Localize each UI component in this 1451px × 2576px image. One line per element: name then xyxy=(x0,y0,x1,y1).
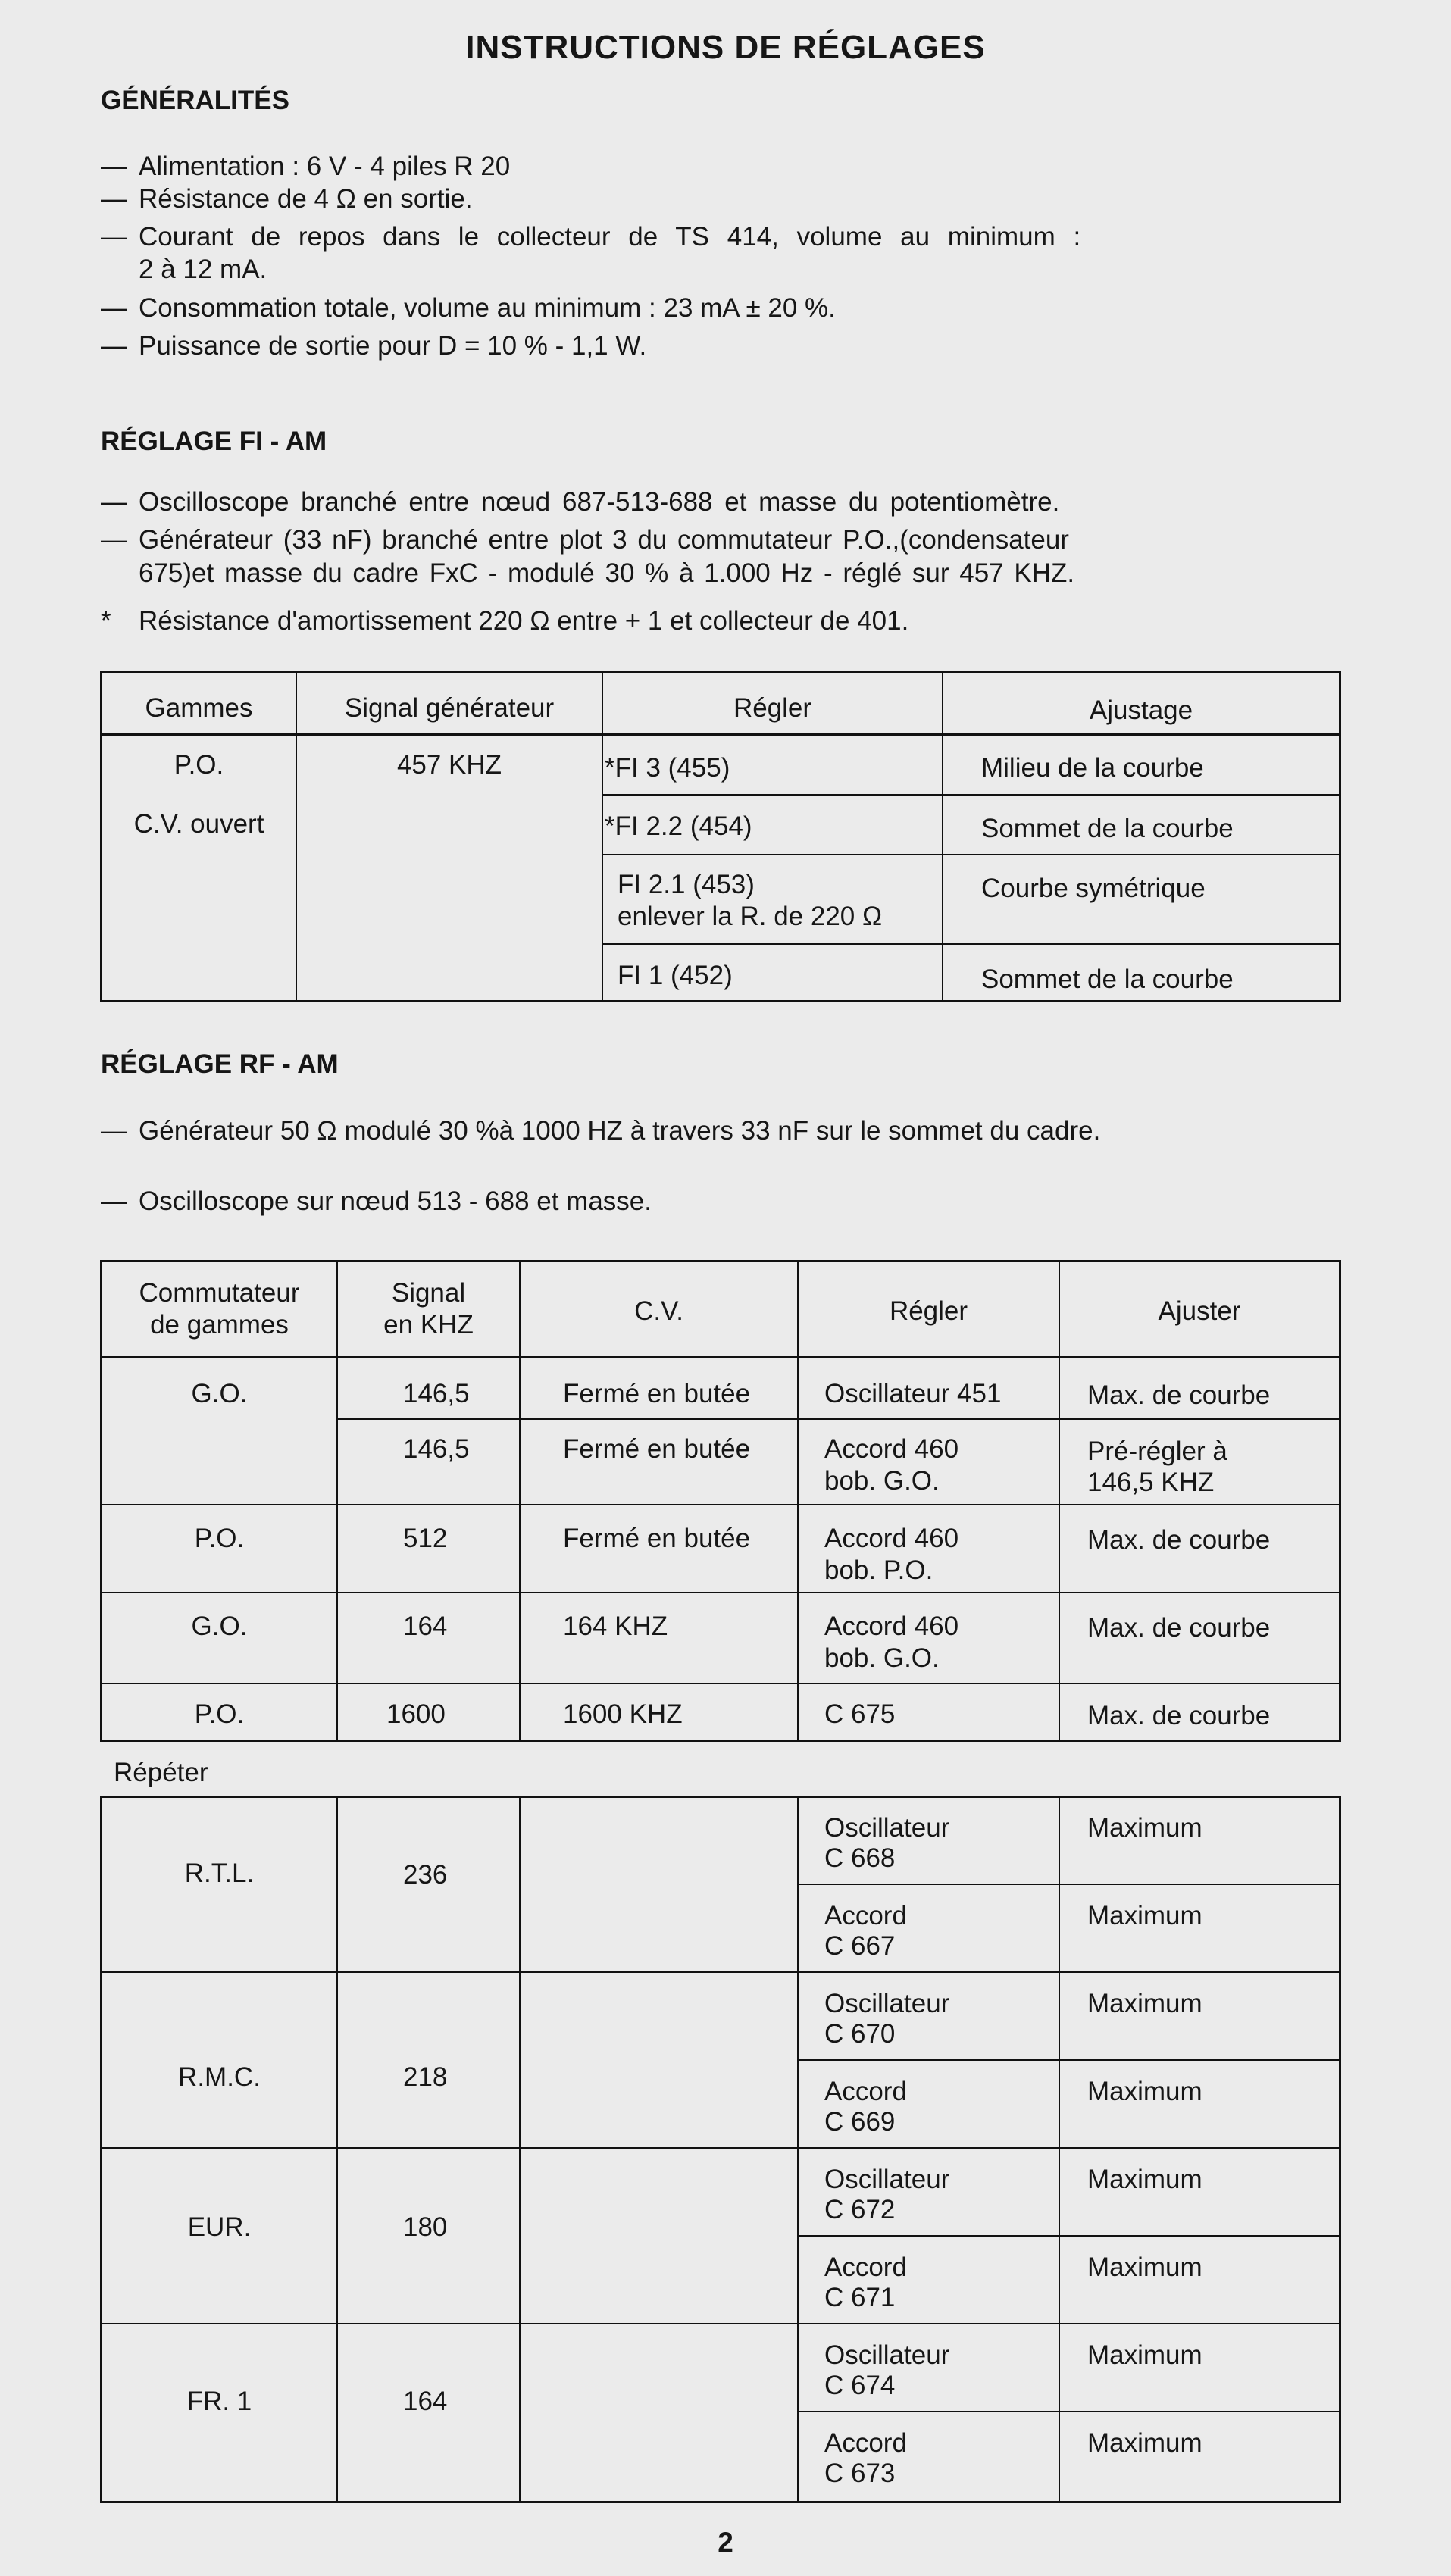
rf-regler-2: bob. G.O. xyxy=(824,1643,940,1673)
fi-regler: *FI 2.2 (454) xyxy=(605,811,752,841)
rf-am-item: — Générateur 50 Ω modulé 30 %à 1000 HZ à travers 33 nF sur le sommet du cadre. xyxy=(101,1116,1101,1146)
rf-cv: 1600 KHZ xyxy=(563,1699,683,1729)
fi-ajustage: Sommet de la courbe xyxy=(981,814,1234,843)
station-name: EUR. xyxy=(187,2212,252,2242)
repeat-regler-2: C 671 xyxy=(824,2283,896,2312)
repeat-regler: Oscillateur xyxy=(824,1989,950,2018)
generalites-item: — Courant de repos dans le collecteur de TS 414, volume au minimum : xyxy=(101,222,1081,252)
repeat-ajuster: Maximum xyxy=(1087,1989,1202,2018)
rf-ajuster: Max. de courbe xyxy=(1087,1701,1271,1730)
rf-cv: Fermé en butée xyxy=(563,1434,751,1464)
rf-header-cv: C.V. xyxy=(634,1296,683,1326)
rf-am-item: — Oscilloscope sur nœud 513 - 688 et masse. xyxy=(101,1186,652,1216)
rf-regler: Accord 460 xyxy=(824,1434,959,1464)
repeat-regler: Oscillateur xyxy=(824,2340,950,2370)
fi-header-signal: Signal générateur xyxy=(344,693,555,723)
rf-ajuster: Max. de courbe xyxy=(1087,1613,1271,1643)
repeat-regler: Oscillateur xyxy=(824,1813,950,1843)
rf-ajuster: Max. de courbe xyxy=(1087,1525,1271,1555)
rf-signal: 512 xyxy=(403,1524,448,1553)
rf-regler-2: bob. G.O. xyxy=(824,1466,940,1496)
fi-regler-note: enlever la R. de 220 Ω xyxy=(618,902,883,931)
rf-header-gammes-2: de gammes xyxy=(150,1310,289,1340)
rf-ajuster: Max. de courbe xyxy=(1087,1380,1271,1410)
rf-signal: 164 xyxy=(403,1612,448,1641)
generalites-item: — Puissance de sortie pour D = 10 % - 1,1 W. xyxy=(101,331,647,361)
rf-gamme: P.O. xyxy=(194,1699,245,1729)
repeat-ajuster: Maximum xyxy=(1087,2077,1202,2106)
page-number: 2 xyxy=(718,2527,733,2558)
fi-regler: FI 1 (452) xyxy=(618,961,733,990)
rf-header-regler: Régler xyxy=(889,1296,968,1326)
repeat-ajuster: Maximum xyxy=(1087,2252,1202,2282)
fi-header-gammes: Gammes xyxy=(145,693,253,723)
station-signal: 180 xyxy=(403,2212,448,2242)
repeat-regler: Accord xyxy=(824,2428,907,2458)
generalites-item: — Alimentation : 6 V - 4 piles R 20 xyxy=(101,152,511,181)
repeat-regler: Accord xyxy=(824,1901,907,1930)
fi-regler: FI 2.1 (453) xyxy=(618,870,755,899)
fi-am-heading: RÉGLAGE FI - AM xyxy=(101,427,327,456)
fi-am-item-continued: 675)et masse du cadre FxC - modulé 30 % à 1.000 Hz - réglé sur 457 KHZ. xyxy=(139,558,1075,588)
repeat-regler-2: C 667 xyxy=(824,1931,896,1961)
fi-am-item: — Générateur (33 nF) branché entre plot 3 du commutateur P.O.,(condensateur xyxy=(101,525,1069,555)
rf-regler: Accord 460 xyxy=(824,1524,959,1553)
repeat-regler-2: C 670 xyxy=(824,2019,896,2049)
station-name: FR. 1 xyxy=(186,2387,252,2416)
station-signal: 164 xyxy=(403,2387,448,2416)
repeat-regler-2: C 672 xyxy=(824,2195,896,2224)
fi-regler: *FI 3 (455) xyxy=(605,753,730,783)
station-name: R.T.L. xyxy=(184,1859,255,1888)
rf-regler-2: bob. P.O. xyxy=(824,1555,933,1585)
repeat-regler-2: C 668 xyxy=(824,1843,896,1873)
repeat-regler: Oscillateur xyxy=(824,2165,950,2194)
repeat-regler-2: C 673 xyxy=(824,2459,896,2488)
fi-ajustage: Courbe symétrique xyxy=(981,874,1206,903)
repeat-regler: Accord xyxy=(824,2252,907,2282)
rf-header-signal-2: en KHZ xyxy=(383,1310,474,1340)
repeat-ajuster: Maximum xyxy=(1087,2428,1202,2458)
asterisk-marker: * xyxy=(101,606,111,636)
station-signal: 218 xyxy=(403,2062,448,2092)
station-name: R.M.C. xyxy=(178,2062,261,2092)
fi-header-regler: Régler xyxy=(733,693,812,723)
fi-am-item: — Oscilloscope branché entre nœud 687-513-688 et masse du potentiomètre. xyxy=(101,487,1060,517)
fi-gamme: P.O. xyxy=(174,750,224,780)
fi-am-item: * Résistance d'amortissement 220 Ω entre + 1 et collecteur de 401. xyxy=(101,606,909,636)
rf-header-gammes: Commutateur xyxy=(139,1278,300,1308)
rf-regler: C 675 xyxy=(824,1699,896,1729)
generalites-heading: GÉNÉRALITÉS xyxy=(101,86,289,115)
fi-gamme-cv: C.V. ouvert xyxy=(133,809,264,839)
rf-ajuster: Pré-régler à xyxy=(1087,1436,1227,1466)
generalites-item-continued: 2 à 12 mA. xyxy=(139,255,267,284)
rf-signal: 1600 xyxy=(386,1699,446,1729)
rf-signal: 146,5 xyxy=(403,1434,470,1464)
repeat-regler-2: C 669 xyxy=(824,2107,896,2137)
page-title: INSTRUCTIONS DE RÉGLAGES xyxy=(465,29,986,66)
rf-header-signal: Signal xyxy=(391,1278,466,1308)
fi-ajustage: Sommet de la courbe xyxy=(981,964,1234,994)
rf-cv: 164 KHZ xyxy=(563,1612,668,1641)
repeat-regler: Accord xyxy=(824,2077,907,2106)
rf-cv: Fermé en butée xyxy=(563,1524,751,1553)
fi-ajustage: Milieu de la courbe xyxy=(981,753,1204,783)
repeat-ajuster: Maximum xyxy=(1087,1901,1202,1930)
repeat-ajuster: Maximum xyxy=(1087,2340,1202,2370)
rf-gamme: G.O. xyxy=(191,1379,248,1408)
repeat-ajuster: Maximum xyxy=(1087,2165,1202,2194)
rf-gamme: P.O. xyxy=(194,1524,245,1553)
rf-signal: 146,5 xyxy=(403,1379,470,1408)
rf-am-heading: RÉGLAGE RF - AM xyxy=(101,1049,339,1079)
generalites-item: — Consommation totale, volume au minimum : 23 mA ± 20 %. xyxy=(101,293,836,323)
rf-header-ajuster: Ajuster xyxy=(1158,1296,1241,1326)
rf-regler: Oscillateur 451 xyxy=(824,1379,1002,1408)
fi-header-ajustage: Ajustage xyxy=(1089,696,1193,725)
generalites-item: — Résistance de 4 Ω en sortie. xyxy=(101,184,473,214)
repeter-label: Répéter xyxy=(114,1758,208,1787)
station-signal: 236 xyxy=(403,1860,448,1890)
fi-signal: 457 KHZ xyxy=(396,750,502,780)
repeat-ajuster: Maximum xyxy=(1087,1813,1202,1843)
repeat-regler-2: C 674 xyxy=(824,2371,896,2400)
rf-ajuster-2: 146,5 KHZ xyxy=(1087,1468,1215,1497)
rf-gamme: G.O. xyxy=(191,1612,248,1641)
rf-regler: Accord 460 xyxy=(824,1612,959,1641)
rf-cv: Fermé en butée xyxy=(563,1379,751,1408)
